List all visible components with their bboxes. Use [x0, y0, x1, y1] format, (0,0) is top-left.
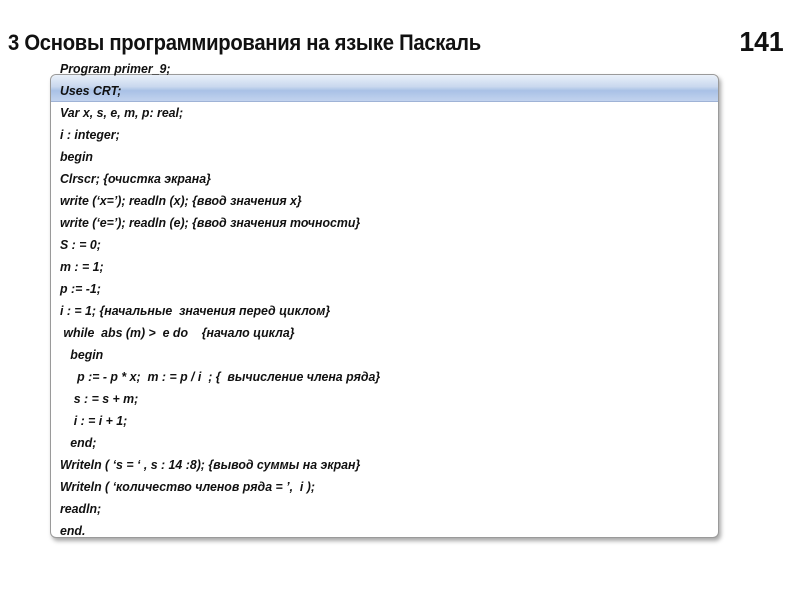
- code-line: write (‘e=’); readln (e); {ввод значения точности}: [60, 215, 361, 230]
- code-line: Clrscr; {очистка экрана}: [60, 171, 211, 186]
- code-line: i : = i + 1;: [60, 413, 128, 428]
- code-line: Uses CRT;: [60, 83, 122, 98]
- code-line: while abs (m) > e do {начало цикла}: [60, 325, 295, 340]
- code-line: end;: [60, 435, 97, 450]
- code-line: Var x, s, e, m, p: real;: [60, 105, 184, 120]
- code-line: p := -1;: [60, 281, 101, 296]
- slide-title: 3 Основы программирования на языке Паскаль: [8, 30, 481, 55]
- code-line: begin: [60, 149, 93, 164]
- code-line: Writeln ( ‘s = ‘ , s : 14 :8); {вывод суммы на экран}: [60, 457, 361, 472]
- code-line: Program primer_9;: [60, 61, 171, 76]
- code-line: i : integer;: [60, 127, 120, 142]
- code-line: s : = s + m;: [60, 391, 139, 406]
- code-listing: [60, 58, 397, 542]
- code-line: begin: [60, 347, 104, 362]
- code-line: p := - p * x; m : = p / i ; { вычисление члена ряда}: [60, 369, 381, 384]
- code-line: S : = 0;: [60, 237, 101, 252]
- code-line: write (‘x=’); readln (x); {ввод значения x}: [60, 193, 302, 208]
- code-line: i : = 1; {начальные значения перед циклом}: [60, 303, 331, 318]
- page-number: 141: [739, 26, 784, 57]
- code-line: m : = 1;: [60, 259, 104, 274]
- code-line: Writeln ( ‘количество членов ряда = ’, i );: [60, 479, 315, 494]
- code-line: end.: [60, 523, 86, 538]
- code-line: readln;: [60, 501, 102, 516]
